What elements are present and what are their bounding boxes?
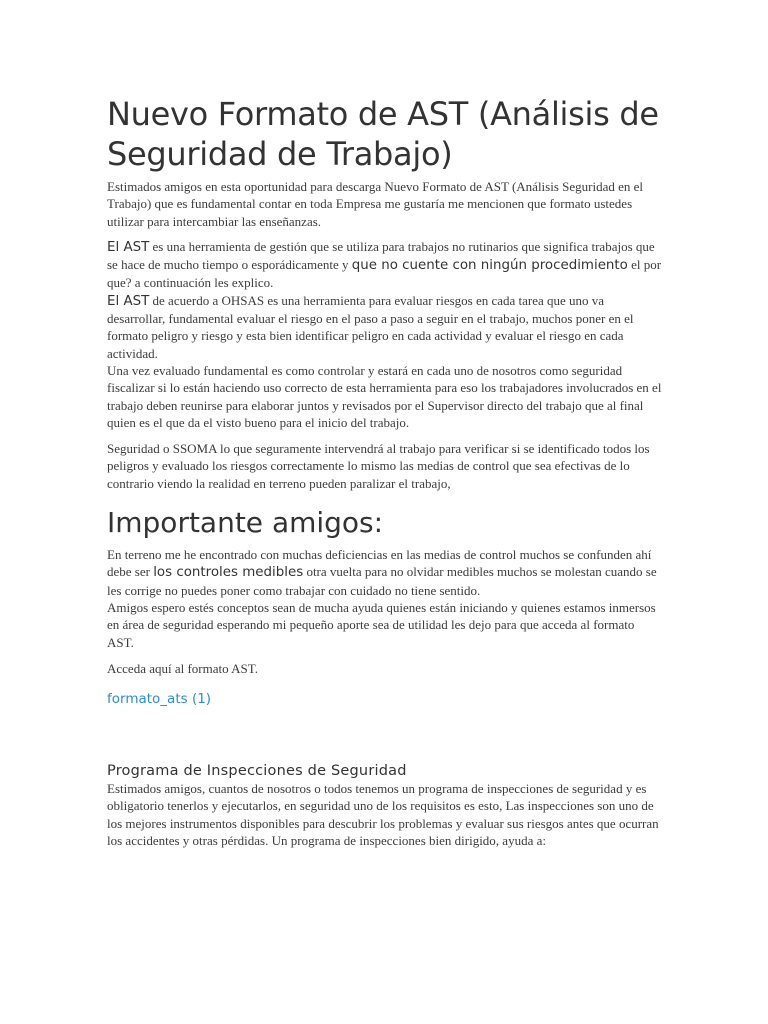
ast-ohsas-lead: El AST	[107, 293, 150, 309]
document-page	[107, 94, 663, 849]
field-text-1: En terreno me he encontrado con muchas deficiencias en las medias de control muchos se confunden ahí debe ser	[107, 547, 652, 580]
ast-definition-emphasis: que no cuente con ningún procedimiento	[351, 258, 628, 274]
important-heading: Importante amigos:	[107, 506, 384, 540]
hope-paragraph: Amigos espero estés conceptos sean de mucha ayuda quienes están iniciando y quienes estamos inmersos en área de seguridad esperando mi pequeño aporte sea de utilidad les dejo para que acceda al formato AST.	[107, 599, 656, 650]
ast-definition-text-1: es una herramienta de gestión que se utiliza para trabajos no rutinarios que significa trabajos que se hace de mucho tiempo o esporádicamente y	[107, 238, 655, 273]
ast-definition-lead: El AST	[107, 239, 150, 255]
inspection-heading: Programa de Inspecciones de Seguridad	[107, 763, 407, 780]
field-text-2: otra vuelta para no olvidar medibles muchos se molestan cuando se les corrige no puedes poner como trabajar con cuidado no tiene sentido.	[107, 564, 657, 598]
field-emphasis: los controles medibles	[153, 565, 304, 581]
ast-definition-paragraph	[107, 238, 663, 292]
intro-paragraph: Estimados amigos en esta oportunidad para descarga Nuevo Formato de AST (Análisis Seguridad en el Trabajo) que es fundamental contar en toda Empresa me gustaría me mencionen que formato ustedes utilizar para intercambiar las enseñanzas.	[107, 179, 644, 229]
download-link[interactable]: formato_ats (1)	[107, 691, 212, 708]
ast-definition-text-2: el por que? a continuación les explico.	[107, 257, 662, 291]
ssoma-paragraph: Seguridad o SSOMA lo que seguramente intervendrá al trabajo para verificar si se identificado todos los peligros y evaluado los riesgos correctamente lo mismo las medias de control que sea efectivas de lo contrario viendo la realidad en terreno pueden paralizar el trabajo,	[107, 441, 650, 491]
document-title: Nuevo Formato de AST (Análisis de Seguridad de Trabajo)	[107, 95, 659, 173]
ast-ohsas-text: de acuerdo a OHSAS es una herramienta para evaluar riesgos en cada tarea que uno va desarrollar, fundamental evaluar el riesgo en el paso a paso a seguir en el trabajo, muchos poner en el formato peligro y riesgo y esta bien identificar peligro en cada actividad y evaluar el riesgo en cada actividad.	[107, 292, 634, 361]
field-paragraph	[107, 546, 663, 599]
ast-ohsas-paragraph	[107, 292, 663, 362]
evaluation-paragraph: Una vez evaluado fundamental es como controlar y estará en cada uno de nosotros como seguridad fiscalizar si lo están haciendo uso correcto de esta herramienta para eso los trabajadores involucrados en el trabajo deben reunirse para elaborar juntos y revisados por el Supervisor directo del trabajo que al final quien es el que da el visto bueno para el inicio del trabajo.	[107, 362, 662, 430]
inspection-paragraph: Estimados amigos, cuantos de nosotros o todos tenemos un programa de inspecciones de seguridad y es obligatorio tenerlos y ejecutarlos, en seguridad uno de los requisitos es esto, Las inspecciones son uno de los mejores instrumentos disponibles para descubrir los problemas y evaluar sus riesgos antes que ocurran los accidentes y otras pérdidas. Un programa de inspecciones bien dirigido, ayuda a:	[107, 781, 659, 849]
access-line: Acceda aquí al formato AST.	[107, 660, 259, 676]
